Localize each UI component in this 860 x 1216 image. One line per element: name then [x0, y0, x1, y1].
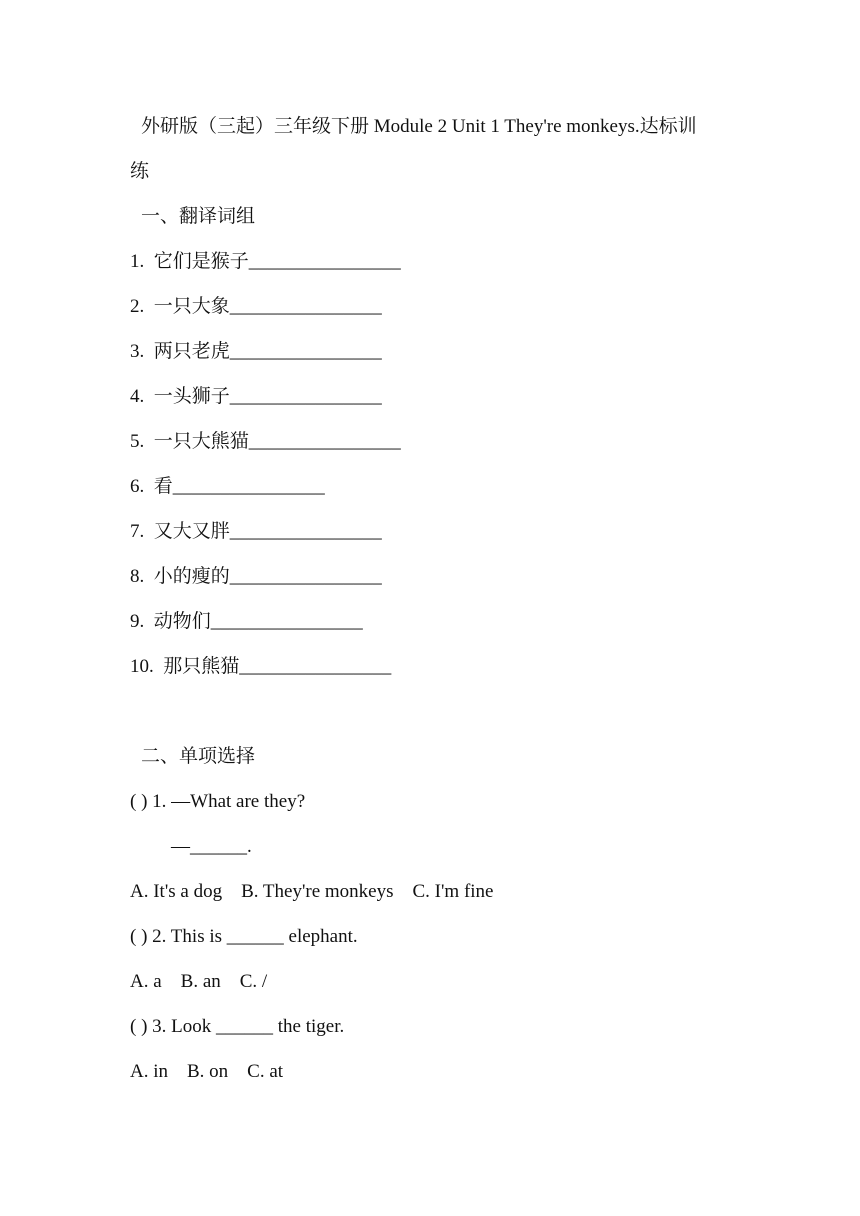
choice-question-3: ( ) 3. Look ______ the tiger.	[130, 1016, 345, 1037]
choice-question-2: ( ) 2. This is ______ elephant.	[130, 926, 358, 947]
section-heading-translate: 一、翻译词组	[141, 206, 256, 227]
translate-item-8: 8. 小的瘦的________________	[130, 566, 382, 587]
document-title-continuation: 练	[130, 161, 150, 182]
translate-item-6: 6. 看________________	[130, 476, 325, 497]
choice-answer-line-1: —______.	[171, 836, 252, 857]
translate-item-1: 1. 它们是猴子________________	[130, 251, 401, 272]
document-title: 外研版（三起）三年级下册 Module 2 Unit 1 They're monkeys.达标训	[141, 116, 697, 137]
choice-options-2: A. a B. an C. /	[130, 971, 268, 992]
choice-options-1: A. It's a dog B. They're monkeys C. I'm fine	[130, 881, 494, 902]
translate-item-4: 4. 一头狮子________________	[130, 386, 382, 407]
translate-item-7: 7. 又大又胖________________	[130, 521, 382, 542]
translate-item-9: 9. 动物们________________	[130, 611, 363, 632]
translate-item-2: 2. 一只大象________________	[130, 296, 382, 317]
choice-question-1: ( ) 1. —What are they?	[130, 791, 306, 812]
section-heading-choice: 二、单项选择	[141, 746, 256, 767]
translate-item-5: 5. 一只大熊猫________________	[130, 431, 401, 452]
choice-options-3: A. in B. on C. at	[130, 1061, 284, 1082]
translate-item-3: 3. 两只老虎________________	[130, 341, 382, 362]
translate-item-10: 10. 那只熊猫________________	[130, 656, 392, 677]
